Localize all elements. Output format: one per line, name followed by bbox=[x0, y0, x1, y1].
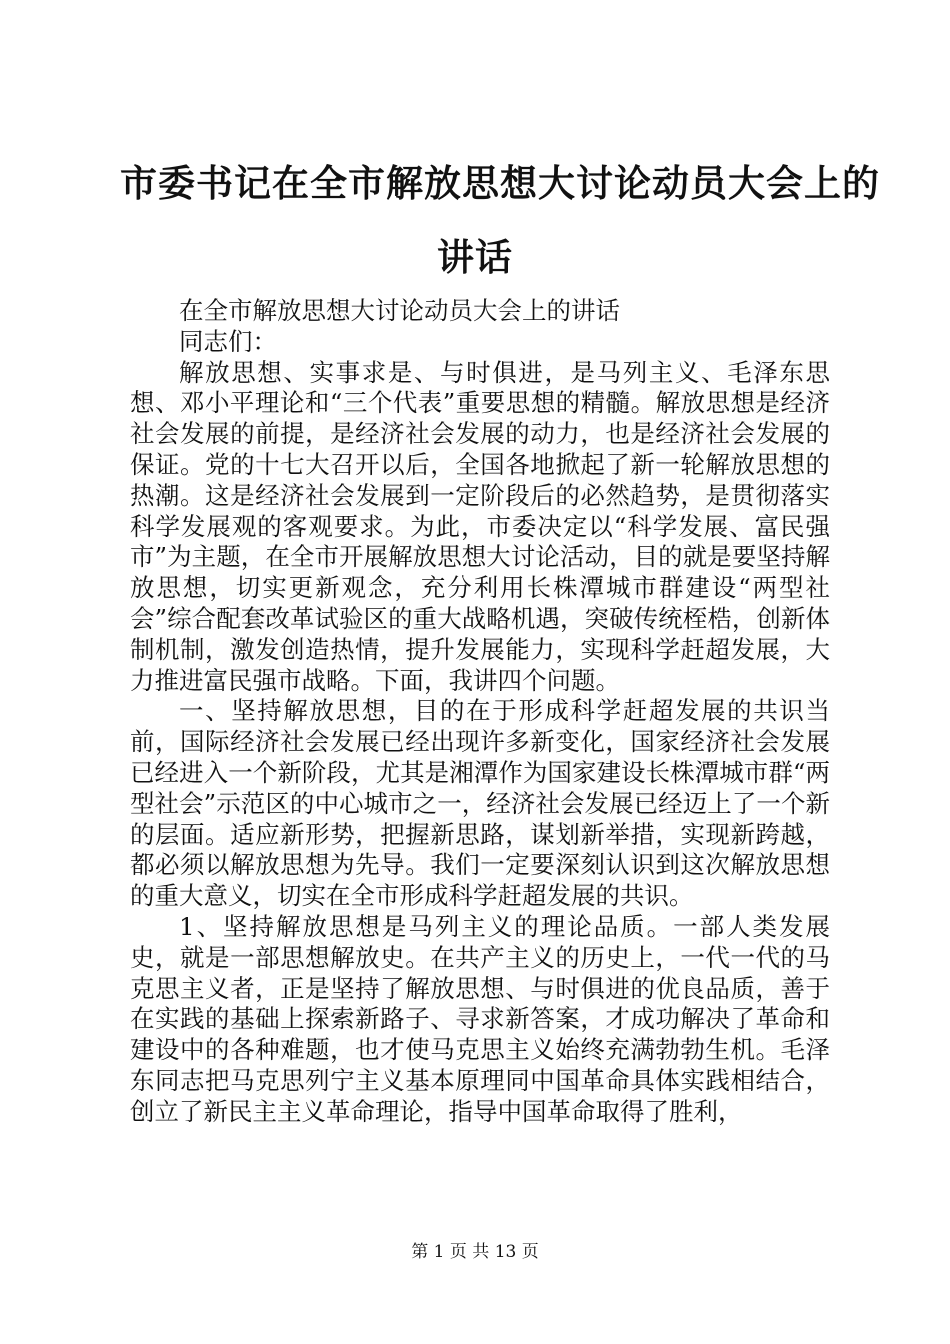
document-body bbox=[130, 296, 830, 1128]
salutation-paragraph: 同志们： bbox=[179, 326, 277, 356]
page-number-footer: 第 1 页 共 13 页 bbox=[411, 1242, 539, 1262]
intro-paragraph: 解放思想、实事求是、与时俱进，是马列主义、毛泽东思想、邓小平理论和“三个代表”重要思想的精髓。解放思想是经济社会发展的前提，是经济社会发展的动力，也是经济社会发展的保证。党的十七大召开以后，全国各地掀起了新一轮解放思想的热潮。这是经济社会发展到一定阶段后的必然趋势，是贯彻落实科学发展观的客观要求。为此，市委决定以“科学发展、富民强市”为主题，在全市开展解放思想大讨论活动，目的就是要坚持解放思想，切实更新观念，充分利用长株潭城市群建设“两型社会”综合配套改革试验区的重大战略机遇，突破传统桎梏，创新体制机制，激发创造热情，提升发展能力，实现科学赶超发展，大力推进富民强市战略。下面，我讲四个问题。 bbox=[130, 357, 830, 695]
title-line-1: 市委书记在全市解放思想大讨论动员大会上的 bbox=[120, 162, 880, 205]
document-title bbox=[120, 160, 880, 282]
section-one-paragraph: 一、坚持解放思想，目的在于形成科学赶超发展的共识当前，国际经济社会发展已经出现许多新变化，国家经济社会发展已经进入一个新阶段，尤其是湘潭作为国家建设长株潭城市群“两型社会”示范区的中心城市之一，经济社会发展已经迈上了一个新的层面。适应新形势，把握新思路，谋划新举措，实现新跨越，都必须以解放思想为先导。我们一定要深刻认识到这次解放思想的重大意义，切实在全市形成科学赶超发展的共识。 bbox=[130, 696, 830, 911]
point-one-paragraph: 1、坚持解放思想是马列主义的理论品质。一部人类发展史，就是一部思想解放史。在共产主义的历史上，一代一代的马克思主义者，正是坚持了解放思想、与时俱进的优良品质，善于在实践的基础上探索新路子、寻求新答案，才成功解决了革命和建设中的各种难题，也才使马克思主义始终充满勃勃生机。毛泽东同志把马克思列宁主义基本原理同中国革命具体实践相结合，创立了新民主主义革命理论，指导中国革命取得了胜利， bbox=[130, 911, 830, 1126]
subtitle-paragraph: 在全市解放思想大讨论动员大会上的讲话 bbox=[179, 296, 620, 325]
title-line-2: 讲话 bbox=[437, 236, 513, 279]
